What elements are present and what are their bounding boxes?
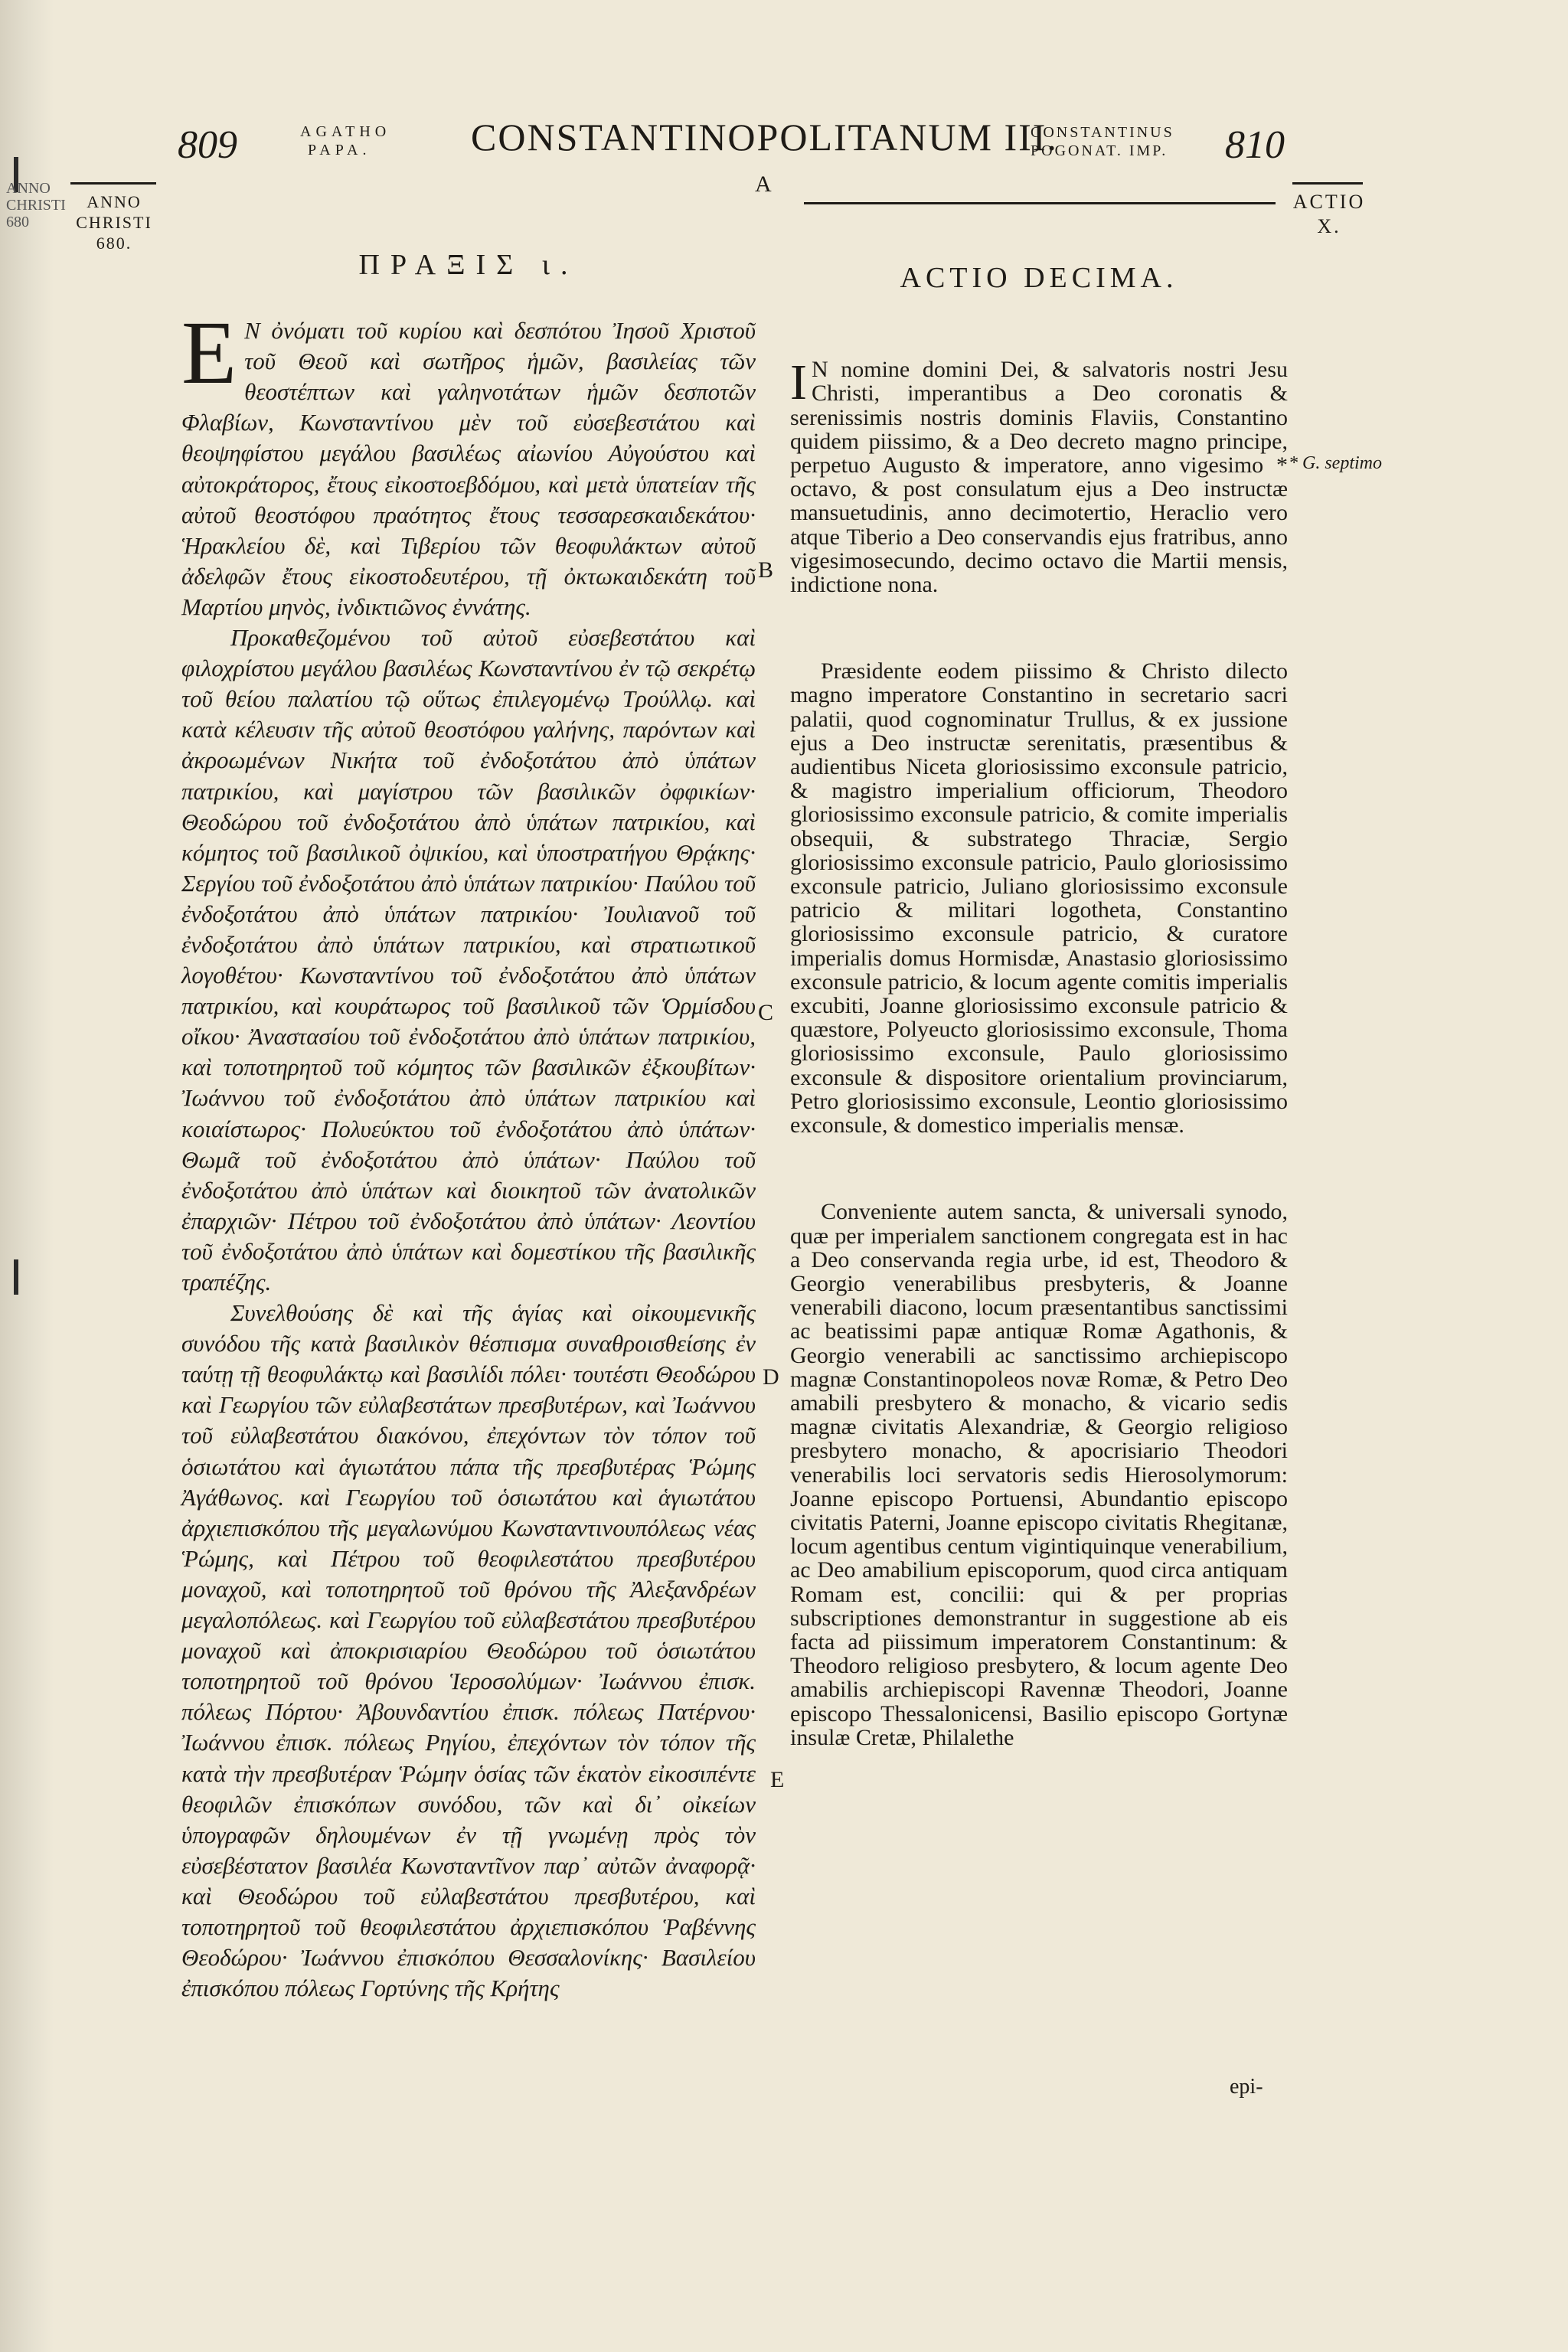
greek-paragraph-3: Συνελθούσης δὲ καὶ τῆς ἁγίας καὶ οἰκουμενικῆς συνόδου τῆς κατὰ βασιλικὸν θέσπισμα συναθροισθείσης ἐν ταύτῃ τῇ θεοφυλάκτῳ καὶ βασιλίδι πόλει· τουτέστι Θεοδώρου καὶ Γεωργίου τῶν εὐλαβεστάτων πρεσβυτέρων, καὶ Ἰωάννου τοῦ εὐλαβεστάτου διακόνου, ἐπεχόντων τὸν τόπον τοῦ ὁσιωτάτου καὶ ἁγιωτάτου πάπα τῆς πρεσβυτέρας Ῥώμης Ἀγάθωνος. καὶ Γεωργίου τοῦ ὁσιωτάτου καὶ ἁγιωτάτου ἀρχιεπισκόπου τῆς μεγαλωνύμου Κωνσταντινουπόλεως νέας Ῥώμης, καὶ Πέτρου τοῦ θεοφιλεστάτου πρεσβυτέρου μοναχοῦ, καὶ τοποτηρητοῦ τοῦ θρόνου τῆς Ἀλεξανδρέων μεγαλοπόλεως. καὶ Γεωργίου τοῦ εὐλαβεστάτου πρεσβυτέρου μοναχοῦ καὶ ἀποκρισιαρίου Θεοδώρου τοῦ ὁσιωτάτου τοποτηρητοῦ τοῦ θρόνου Ἱεροσολύμων· Ἰωάννου ἐπισκ. πόλεως Πόρτου· Ἀβουνδαντίου ἐπισκ. πόλεως Πατέρνου· Ἰωάννου ἐπισκ. πόλεως Ρηγίου, ἐπεχόντων τὸν τόπον τῆς κατὰ τὴν πρεσβυτέραν Ῥώμην ὁσίας τῶν ἑκατὸν εἰκοσιπέντε θεοφιλῶν ἐπισκόπων συνόδου, τῶν καὶ δι᾽ οἰκείων ὑπογραφῶν δηλουμένων ἐν τῇ γνωμένῃ πρὸς τὸν εὐσεβέστατον βασιλέα Κωνσταντῖνον παρ᾽ αὐτῶν ἀναφορᾷ· καὶ Θεοδώρου τοῦ εὐλαβεστάτου πρεσβυτέρου, καὶ τοποτηρητοῦ τοῦ θεοφιλεστάτου ἀρχιεπισκόπου Ῥαβέννης Θεοδώρου· Ἰωάννου ἐπισκόπου Θεσσαλονίκης· Βασιλείου ἐπισκόπου πόλεως Γορτύνης τῆς Κρήτης [181,1299,756,2002]
latin-paragraph-1-text: N nomine domini Dei, & salvatoris nostri Jesu Christi, imperantibus a Deo coronatis & serenissimis nostris dominis Flaviis, Constantino quidem piissimo, & a Deo decreto magno principe, perpetuo Augusto & imperatore, anno vigesimo * octavo, & post consulatum ejus a Deo instructæ mansuetudinis, anno decimotertio, Heraclio vero atque Tiberio a Deo conservandis ejus fratribus, anno vigesimosecundo, decimo octavo die Martii mensis, indictione nona. [790,357,1288,598]
margin-year-line-2: CHRISTI [76,213,152,232]
margin-actio-line-2: X. [1317,215,1341,237]
running-head-left-line-1: AGATHO [300,123,391,140]
running-head-right-line-1: CONSTANTINUS [1031,124,1174,141]
catchword: epi- [1230,2075,1263,2099]
section-letter-c: C [758,1000,774,1025]
section-letter-e: E [770,1767,785,1792]
margin-rule-left [70,182,156,185]
latin-column [790,262,1288,1750]
running-head-right [1031,123,1174,160]
margin-year [73,191,155,253]
latin-title: ACTIO DECIMA. [900,262,1178,294]
page-number-right: 810 [1225,123,1285,167]
greek-paragraph-1-text: Ν ὀνόματι τοῦ κυρίου καὶ δεσπότου Ἰησοῦ Χριστοῦ τοῦ Θεοῦ καὶ σωτῆρος ἡμῶν, βασιλείας τῶν θεοστέπτων καὶ γαληνοτάτων ἡμῶν δεσποτῶν Φλαβίων, Κωνσταντίνου μὲν τοῦ εὐσεβεστάτου καὶ θεοψηφίστου μεγάλου βασιλέως αἰωνίου Αὐγούστου καὶ αὐτοκράτορος, ἔτους εἰκοστοεβδόμου, καὶ μετὰ ὑπατείαν τῆς αὐτοῦ θεοστόφου πραότητος ἔτους τεσσαρεσκαιδεκάτου· Ἡρακλείου δὲ, καὶ Τιβερίου τῶν θεοφυλάκτων αὐτοῦ ἀδελφῶν ἔτους εἰκοστοδευτέρου, τῇ ὀκτωκαιδεκάτη τοῦ Μαρτίου μηνὸς, ἰνδικτιῶνος ἐννάτης. [181,317,756,620]
section-letter-d: D [763,1364,779,1390]
greek-paragraph-1 [181,302,756,622]
margin-actio [1291,190,1367,239]
latin-paragraph-1 [790,354,1288,598]
spine-mark [14,1259,18,1295]
running-head-left [300,122,390,159]
margin-year-line-1: ANNO [87,192,142,211]
greek-column [181,250,756,2004]
running-title: CONSTANTINOPOLITANUM III. [471,116,1058,158]
latin-paragraph-3: Conveniente autem sancta, & universali synodo, quæ per imperialem sanctionem congregata est in hac a Deo conservanda regia urbe, id est, Theodoro & Georgio venerabilibus presbyteris, & Joanne venerabili diacono, locum præsentantibus sanctissimi ac beatissimi papæ antiquæ Romæ Agathonis, & Georgio venerabili ac sanctissimo archiepiscopo magnæ Constantinopoleos novæ Romæ, & Petro Deo amabili presbytero & monacho, & vicario sedis magnæ civitatis Alexandriæ, & Georgio religioso presbytero monacho, & apocrisiario Theodori venerabilis loci servatoris sedis Hierosolymorum: Joanne episcopo Portuensi, Abundantio episcopo civitatis Paterni, Joanne episcopo civitatis Rhegitanæ, locum agentibus centum vigintiquinque venerabilium, ac Deo amabilium episcoporum, quod circa antiquam Romam est, concilii: qui & per proprias subscriptiones demonstrantur in suggestione ab eis facta ad piissimum imperatorem Constantinum: & Theodoro religioso presbytero, & locum agente Deo amabilis archiepiscopi Ravennæ Theodori, Joanne episcopo Thessalonicensi, Basilio episcopo Gortynæ insulæ Cretæ, Philalethe [790,1199,1288,1750]
running-head-left-line-2: PAPA. [308,142,371,158]
margin-year-line-3: 680. [96,234,132,253]
greek-title: ΠΡΑΞΙΣ ι. [358,249,579,281]
margin-note: * G. septimo [1289,453,1382,473]
spine-text: ANNO CHRISTI 680 [6,180,66,230]
running-head-right-line-2: POGONAT. IMP. [1031,142,1168,159]
greek-paragraph-2: Προκαθεζομένου τοῦ αὐτοῦ εὐσεβεστάτου καὶ φιλοχρίστου μεγάλου βασιλέως Κωνσταντίνου ἐν τῷ σεκρέτῳ τοῦ θείου παλατίου τῷ οὕτως ἐπιλεγομένῳ Τρούλλῳ. καὶ κατὰ κέλευσιν τῆς αὐτοῦ θεοστόφου γαλήνης, παρόντων καὶ ἀκροωμένων Νικήτα τοῦ ἐνδοξοτάτου ἀπὸ ὑπάτων πατρικίου, καὶ μαγίστρου τῶν βασιλικῶν ὀφφικίων· Θεοδώρου τοῦ ἐνδοξοτάτου ἀπὸ ὑπάτων πατρικίου, καὶ κόμητος τοῦ βασιλικοῦ ὀψικίου, καὶ ὑποστρατήγου Θρᾴκης· Σεργίου τοῦ ἐνδοξοτάτου ἀπὸ ὑπάτων πατρικίου· Παύλου τοῦ ἐνδοξοτάτου ἀπὸ ὑπάτων πατρικίου· Ἰουλιανοῦ τοῦ ἐνδοξοτάτου ἀπὸ ὑπάτων πατρικίου, καὶ στρατιωτικοῦ λογοθέτου· Κωνσταντίνου τοῦ ἐνδοξοτάτου ἀπὸ ὑπάτων πατρικίου, καὶ κουράτωρος τοῦ βασιλικοῦ τῶν Ὁρμίσδου οἴκου· Ἀναστασίου τοῦ ἐνδοξοτάτου ἀπὸ ὑπάτων πατρικίου, καὶ τοποτηρητοῦ τοῦ κόμητος τῶν βασιλικῶν ἐξκουβίτων· Ἰωάννου τοῦ ἐνδοξοτάτου ἀπὸ ὑπάτων πατρικίου καὶ κοιαίστωρος· Πολυεύκτου τοῦ ἐνδοξοτάτου ἀπὸ ὑπάτων· Θωμᾶ τοῦ ἐνδοξοτάτου ἀπὸ ὑπάτων· Παύλου τοῦ ἐνδοξοτάτου ἀπὸ ὑπάτων καὶ διοικητοῦ τῶν ἀνατολικῶν ἐπαρχιῶν· Πέτρου τοῦ ἐνδοξοτάτου ἀπὸ ὑπάτων· Λεοντίου τοῦ ἐνδοξοτάτου ἀπὸ ὑπάτων καὶ δομεστίκου τῆς βασιλικῆς τραπέζης. [181,624,756,1295]
section-letter-a: A [755,172,772,197]
margin-actio-line-1: ACTIO [1292,191,1366,213]
page-number-left: 809 [178,123,237,167]
column-rule-right [804,202,1276,204]
latin-paragraph-2: Præsidente eodem piissimo & Christo dilecto magno imperatore Constantino in secretario sacri palatii, quod cognominatur Trullus, & ex jussione ejus a Deo instructæ serenitatis, præsentibus & audientibus Niceta gloriosissimo exconsule patricio, & magistro imperialium officiorum, Theodoro gloriosissimo exconsule patricio, & comite imperialis obsequii, & substratego Thraciæ, Sergio gloriosissimo exconsule patricio, Paulo gloriosissimo exconsule patricio, Juliano gloriosissimo exconsule patricio & militari logotheta, Constantino gloriosissimo exconsule patricio, & curatore imperialis domus Hormisdæ, Anastasio gloriosissimo exconsule patricio, & locum agente comitis imperialis excubiti, Joanne gloriosissimo exconsule patricio & quæstore, Polyeucto gloriosissimo exconsule, Thoma gloriosissimo exconsule, Paulo gloriosissimo exconsule & dispositore orientalium provinciarum, Petro gloriosissimo exconsule, Leontio gloriosissimo exconsule, & domestico imperialis mensæ. [790,658,1288,1138]
margin-rule-right [1292,182,1363,185]
greek-dropcap: Ε [181,302,237,403]
latin-dropcap: I [790,354,807,411]
book-spine [0,0,66,2352]
section-letter-b: B [758,557,774,583]
